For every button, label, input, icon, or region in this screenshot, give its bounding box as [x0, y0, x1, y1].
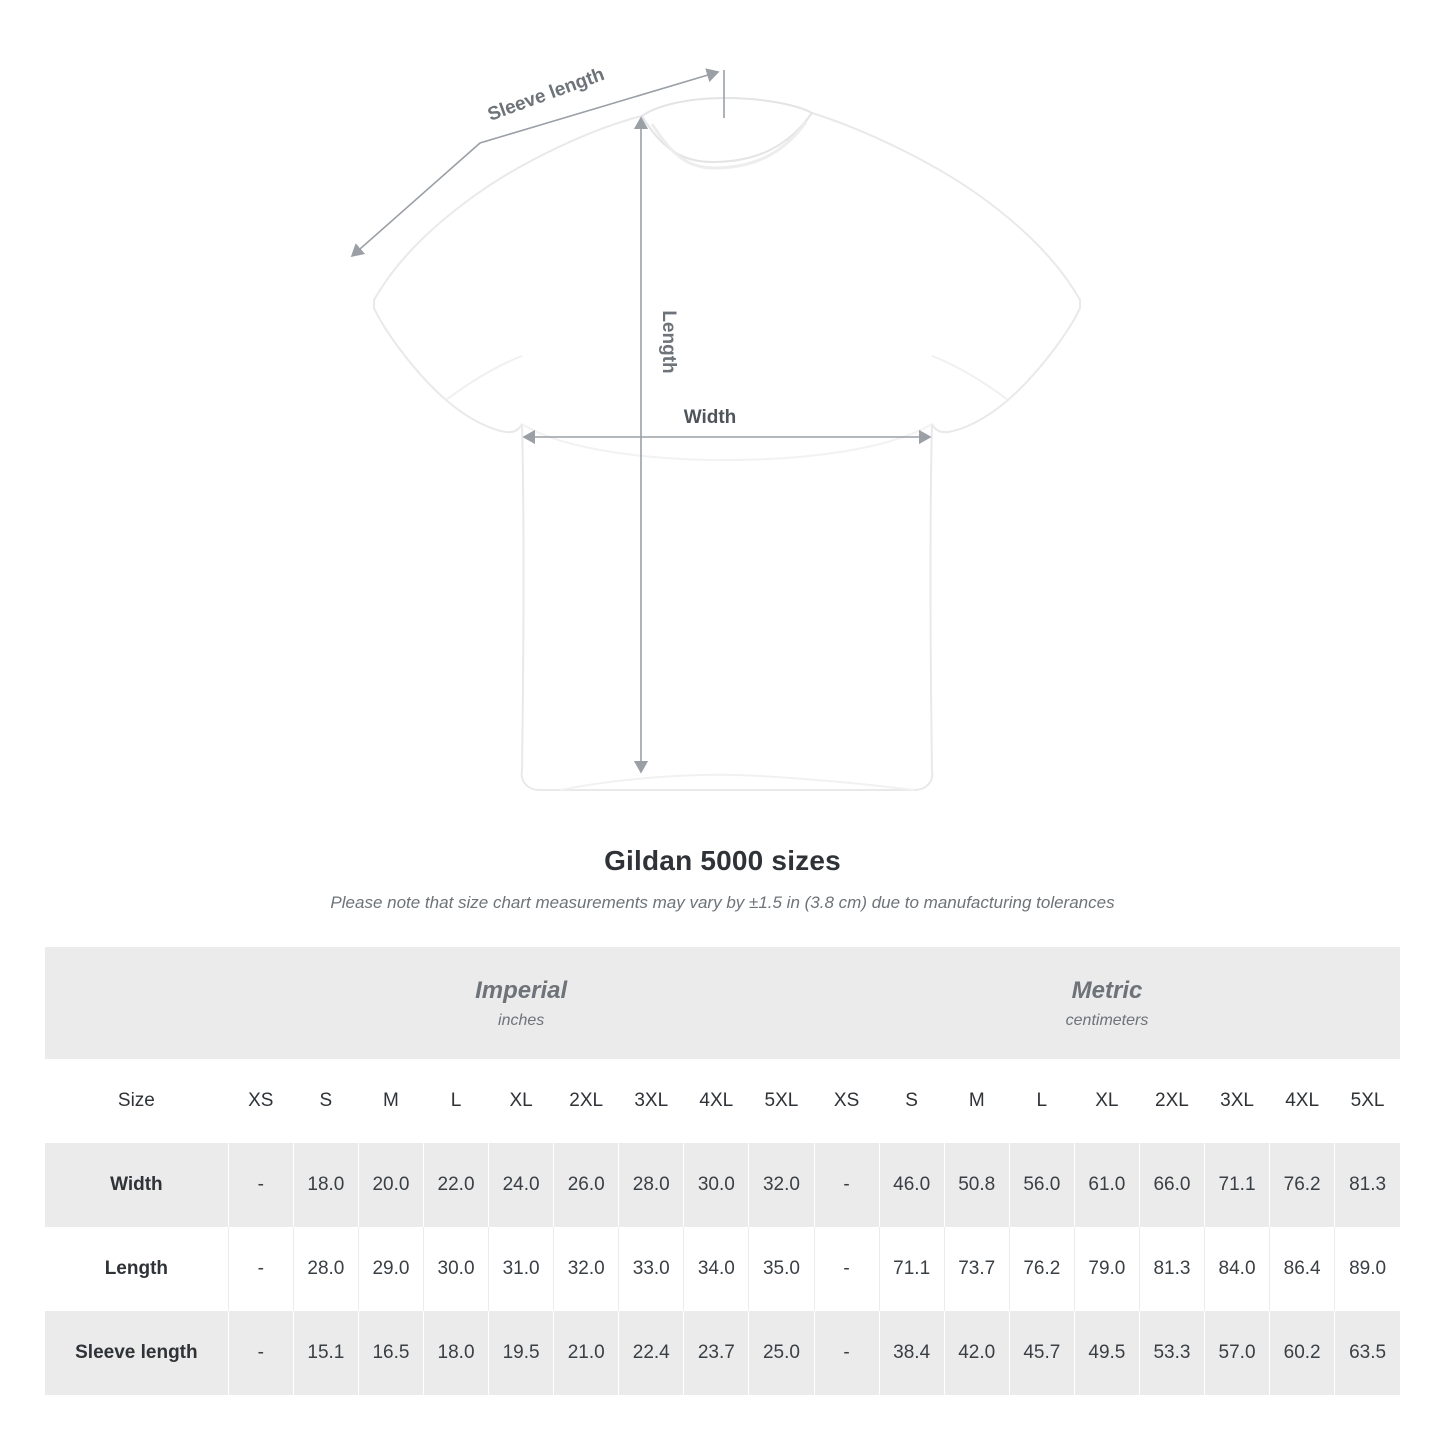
cell-sleeve-imperial-l: 18.0	[423, 1311, 488, 1395]
header-size: Size	[45, 1059, 228, 1143]
row-label-length: Length	[45, 1227, 228, 1311]
header-imperial-5xl: 5XL	[749, 1059, 814, 1143]
cell-sleeve-imperial-2xl: 21.0	[554, 1311, 619, 1395]
cell-length-metric-m: 73.7	[944, 1227, 1009, 1311]
tshirt-shape	[374, 98, 1080, 790]
cell-length-metric-2xl: 81.3	[1139, 1227, 1204, 1311]
cell-width-metric-l: 56.0	[1009, 1143, 1074, 1227]
tolerance-note: Please note that size chart measurements may vary by ±1.5 in (3.8 cm) due to manufacturing tolerances	[330, 893, 1115, 912]
header-metric-2xl: 2XL	[1139, 1059, 1204, 1143]
cell-sleeve-metric-m: 42.0	[944, 1311, 1009, 1395]
cell-length-imperial-xl: 31.0	[489, 1227, 554, 1311]
cell-sleeve-metric-l: 45.7	[1009, 1311, 1074, 1395]
cell-sleeve-metric-xl: 49.5	[1074, 1311, 1139, 1395]
length-label: Length	[658, 310, 679, 374]
header-imperial-4xl: 4XL	[684, 1059, 749, 1143]
cell-width-imperial-m: 20.0	[358, 1143, 423, 1227]
cell-sleeve-imperial-xs: -	[228, 1311, 293, 1395]
header-imperial-3xl: 3XL	[619, 1059, 684, 1143]
header-imperial-m: M	[358, 1059, 423, 1143]
cell-sleeve-metric-5xl: 63.5	[1335, 1311, 1400, 1395]
header-metric-xl: XL	[1074, 1059, 1139, 1143]
cell-sleeve-metric-3xl: 57.0	[1205, 1311, 1270, 1395]
cell-sleeve-imperial-xl: 19.5	[489, 1311, 554, 1395]
cell-width-imperial-4xl: 30.0	[684, 1143, 749, 1227]
header-metric-3xl: 3XL	[1205, 1059, 1270, 1143]
cell-length-metric-s: 71.1	[879, 1227, 944, 1311]
cell-width-metric-3xl: 71.1	[1205, 1143, 1270, 1227]
cell-width-imperial-3xl: 28.0	[619, 1143, 684, 1227]
header-metric-m: M	[944, 1059, 1009, 1143]
cell-width-imperial-2xl: 26.0	[554, 1143, 619, 1227]
page-title: Gildan 5000 sizes	[604, 845, 841, 876]
cell-sleeve-metric-s: 38.4	[879, 1311, 944, 1395]
row-label-width: Width	[45, 1143, 228, 1227]
unit-group-imperial-unit: inches	[498, 1012, 545, 1029]
sleeve-length-label: Sleeve length	[484, 64, 608, 126]
cell-width-imperial-l: 22.0	[423, 1143, 488, 1227]
cell-sleeve-metric-4xl: 60.2	[1270, 1311, 1335, 1395]
cell-length-metric-l: 76.2	[1009, 1227, 1074, 1311]
cell-length-imperial-m: 29.0	[358, 1227, 423, 1311]
cell-width-imperial-5xl: 32.0	[749, 1143, 814, 1227]
unit-group-metric-name: Metric	[1071, 977, 1143, 1004]
cell-length-metric-xl: 79.0	[1074, 1227, 1139, 1311]
unit-group-imperial	[228, 947, 814, 1059]
unit-group-row	[45, 947, 1400, 1059]
cell-length-imperial-s: 28.0	[293, 1227, 358, 1311]
cell-sleeve-imperial-4xl: 23.7	[684, 1311, 749, 1395]
header-imperial-2xl: 2XL	[554, 1059, 619, 1143]
size-table-wrapper	[45, 947, 1400, 1395]
cell-sleeve-imperial-m: 16.5	[358, 1311, 423, 1395]
unit-group-metric-unit: centimeters	[1065, 1012, 1149, 1029]
cell-width-imperial-s: 18.0	[293, 1143, 358, 1227]
cell-width-metric-5xl: 81.3	[1335, 1143, 1400, 1227]
cell-length-metric-5xl: 89.0	[1335, 1227, 1400, 1311]
cell-width-metric-m: 50.8	[944, 1143, 1009, 1227]
cell-width-metric-4xl: 76.2	[1270, 1143, 1335, 1227]
cell-sleeve-imperial-3xl: 22.4	[619, 1311, 684, 1395]
cell-width-imperial-xl: 24.0	[489, 1143, 554, 1227]
cell-sleeve-metric-2xl: 53.3	[1139, 1311, 1204, 1395]
header-imperial-xs: XS	[228, 1059, 293, 1143]
header-metric-4xl: 4XL	[1270, 1059, 1335, 1143]
header-metric-s: S	[879, 1059, 944, 1143]
cell-length-imperial-3xl: 33.0	[619, 1227, 684, 1311]
width-label: Width	[683, 407, 737, 428]
header-metric-l: L	[1009, 1059, 1074, 1143]
cell-length-imperial-2xl: 32.0	[554, 1227, 619, 1311]
cell-length-metric-4xl: 86.4	[1270, 1227, 1335, 1311]
cell-width-metric-xl: 61.0	[1074, 1143, 1139, 1227]
size-header-row	[45, 1059, 1400, 1143]
cell-width-metric-2xl: 66.0	[1139, 1143, 1204, 1227]
cell-sleeve-imperial-s: 15.1	[293, 1311, 358, 1395]
cell-length-imperial-xs: -	[228, 1227, 293, 1311]
header-imperial-l: L	[423, 1059, 488, 1143]
unit-group-spacer	[45, 947, 228, 1059]
cell-length-imperial-l: 30.0	[423, 1227, 488, 1311]
cell-width-metric-xs: -	[814, 1143, 879, 1227]
cell-length-imperial-5xl: 35.0	[749, 1227, 814, 1311]
cell-sleeve-imperial-5xl: 25.0	[749, 1311, 814, 1395]
cell-length-metric-xs: -	[814, 1227, 879, 1311]
unit-group-imperial-name: Imperial	[475, 977, 568, 1004]
unit-group-metric	[814, 947, 1400, 1059]
header-imperial-s: S	[293, 1059, 358, 1143]
row-label-sleeve-length: Sleeve length	[45, 1311, 228, 1395]
title-block	[0, 845, 1445, 913]
cell-length-metric-3xl: 84.0	[1205, 1227, 1270, 1311]
header-metric-5xl: 5XL	[1335, 1059, 1400, 1143]
cell-length-imperial-4xl: 34.0	[684, 1227, 749, 1311]
cell-width-imperial-xs: -	[228, 1143, 293, 1227]
table-row	[45, 1227, 1400, 1311]
cell-width-metric-s: 46.0	[879, 1143, 944, 1227]
cell-sleeve-metric-xs: -	[814, 1311, 879, 1395]
header-imperial-xl: XL	[489, 1059, 554, 1143]
table-row	[45, 1143, 1400, 1227]
table-row	[45, 1311, 1400, 1395]
size-table	[45, 947, 1400, 1395]
header-metric-xs: XS	[814, 1059, 879, 1143]
